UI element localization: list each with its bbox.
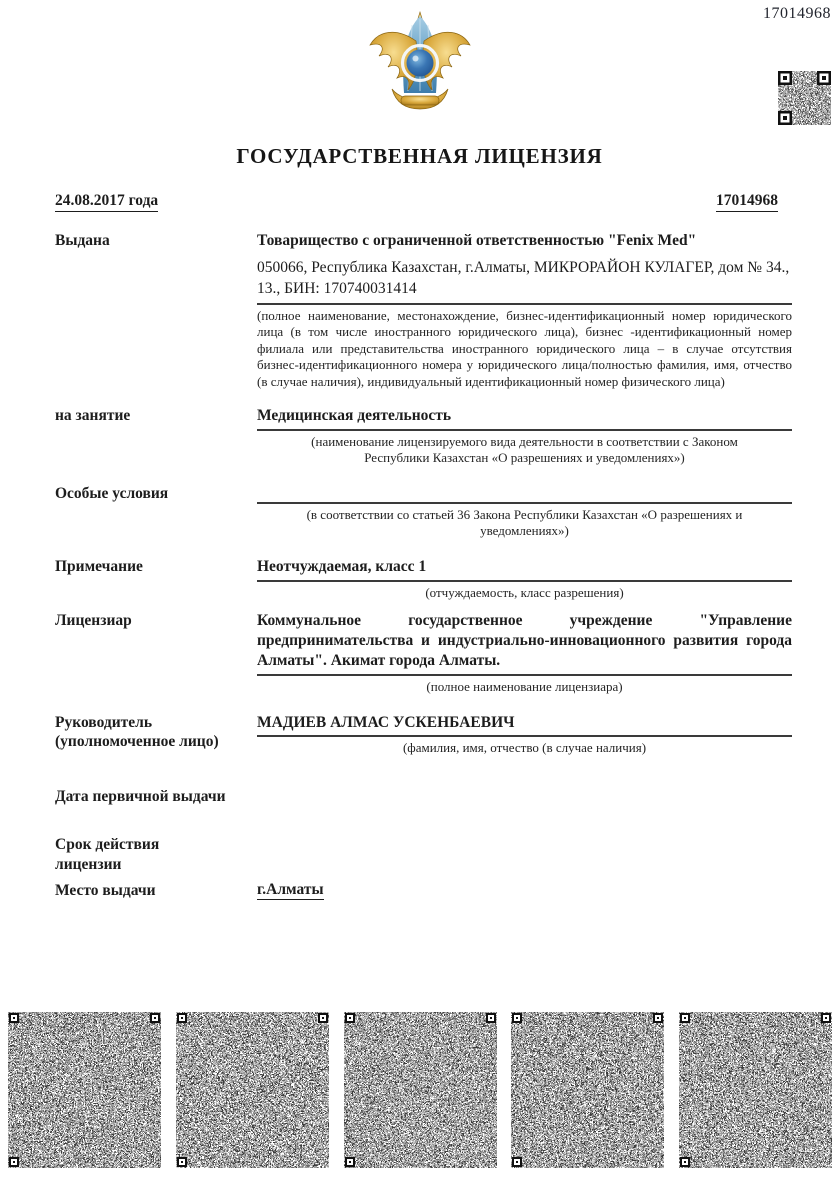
issue-date: 24.08.2017 года (55, 192, 158, 212)
head-value: МАДИЕВ АЛМАС УСКЕНБАЕВИЧ (257, 713, 515, 731)
issued-to-label: Выдана (55, 232, 110, 249)
licensor-label: Лицензиар (55, 612, 132, 630)
field-validity (55, 835, 792, 874)
divider (257, 674, 792, 676)
first-issue-date-label: Дата первичной выдачи (55, 788, 226, 806)
issued-to-caption: (полное наименование, местонахождение, бизнес-идентификационный номер юридического лица (в том числе иностранного юридического лица), бизнес -идентификационный номер филиала или представительства иностранного юридического лица – в случае отсутствия бизнес-идентификационного номера у юридического лица/полностью фамилия, имя, отчество (в случае наличия), индивидуальный идентификационный номер физического лица) (257, 307, 792, 390)
validity-label-line2: лицензии (55, 855, 122, 873)
special-conditions-caption: (в соответствии со статьей 36 Закона Республики Казахстан «О разрешениях и уведомлениях») (306, 506, 743, 539)
validity-label (55, 835, 257, 874)
barcode-block-icon (175, 1011, 330, 1169)
divider (257, 429, 792, 431)
field-first-issue-date (55, 787, 792, 806)
licensor-caption: (полное наименование лицензиара) (426, 678, 623, 694)
barcode-block-icon (343, 1011, 498, 1169)
activity-value: Медицинская деятельность (257, 406, 452, 424)
kazakhstan-coat-of-arms-icon (364, 11, 476, 114)
licensor-value: Коммунальное государственное учреждение "Управление предпринимательства и индустриально-инновационного развития города Алматы". Акимат города Алматы. (257, 612, 792, 670)
barcode-block-icon (510, 1011, 665, 1169)
issue-place-label: Место выдачи (55, 882, 156, 900)
issue-place-value: г.Алматы (257, 881, 324, 899)
issued-to-address: 050066, Республика Казахстан, г.Алматы, МИКРОРАЙОН КУЛАГЕР, дом № 34., 13., БИН: 170740031414 (257, 258, 790, 298)
note-caption: (отчуждаемость, класс разрешения) (425, 584, 624, 600)
divider (257, 303, 792, 305)
license-number: 17014968 (716, 192, 778, 212)
qr-code-icon (776, 69, 833, 127)
field-licensor (55, 611, 792, 695)
field-issue-place (55, 881, 792, 900)
barcode-block-icon (7, 1011, 162, 1169)
divider (257, 735, 792, 737)
head-caption: (фамилия, имя, отчество (в случае наличия) (402, 740, 647, 756)
activity-caption: (наименование лицензируемого вида деятельности в соответствии с Законом Республики Казахстан «О разрешениях и уведомлениях») (311, 433, 738, 466)
note-label: Примечание (55, 558, 143, 576)
divider (257, 580, 792, 582)
barcode-block-icon (678, 1011, 833, 1169)
head-label-line1: Руководитель (55, 713, 153, 731)
field-note (55, 557, 792, 601)
barcode-strip (7, 1011, 833, 1169)
fields (55, 231, 792, 901)
activity-label: на занятие (55, 406, 131, 424)
head-label (55, 713, 257, 757)
validity-label-line1: Срок действия (55, 836, 160, 854)
document-title: ГОСУДАРСТВЕННАЯ ЛИЦЕНЗИЯ (236, 144, 603, 168)
field-activity (55, 406, 792, 467)
field-special-conditions (55, 482, 792, 540)
issued-to-value: Товарищество с ограниченной ответственностью "Fenix Med" (257, 232, 697, 249)
field-head (55, 713, 792, 757)
field-issued-to (55, 231, 792, 391)
special-conditions-value (257, 482, 792, 499)
note-value: Неотчуждаемая, класс 1 (257, 558, 427, 576)
date-number-row (55, 192, 778, 212)
license-number-top: 17014968 (763, 5, 831, 22)
divider (257, 502, 792, 504)
head-label-line2: (уполномоченное лицо) (55, 732, 219, 750)
special-conditions-label: Особые условия (55, 484, 169, 502)
